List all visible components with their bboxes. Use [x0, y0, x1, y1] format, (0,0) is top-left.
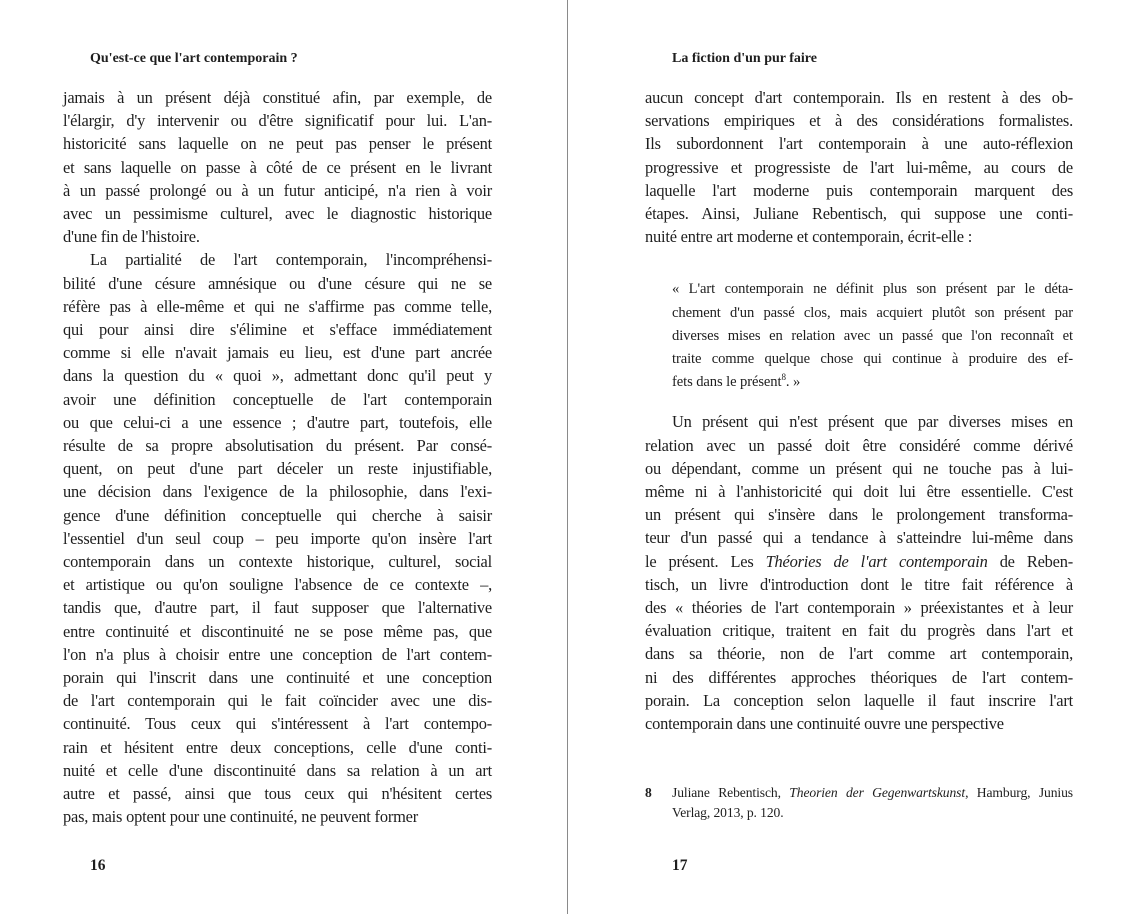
text-line: et artistique ou qu'on souligne l'absence de ce contexte –,: [63, 575, 492, 595]
text-line: laquelle l'art moderne puis contemporain marquent des: [645, 180, 1073, 200]
text-line: comme si elle n'avait jamais eu lieu, est d'une part ancrée: [63, 343, 492, 363]
text-line: contemporain dans un contexte historique, culturel, social: [63, 552, 492, 572]
text-line: nuité et celle d'une discontinuité dans sa relation à un art: [63, 760, 492, 780]
text-line: jamais à un présent déjà constitué afin, par exemple, de: [63, 88, 492, 107]
text-line: une décision dans l'exigence de la philosophie, dans l'exi-: [63, 482, 492, 502]
text-line: pas, mais optent pour une continuité, ne peuvent former: [63, 807, 418, 827]
paragraph: [672, 783, 1073, 823]
text-line: et sans laquelle on passe à côté de ce présent en le livrant: [63, 157, 492, 177]
text-line: porain qui l'inscrit dans une continuité et une conception: [63, 668, 492, 688]
text-line: à un passé prolongé ou à un futur anticipé, n'a rien à voir: [63, 180, 492, 200]
paragraph: [645, 410, 1073, 735]
text-line: tandis que, d'autre part, il faut supposer que l'alternative: [63, 598, 492, 618]
text-line: ni des différentes approches théoriques de l'art contem-: [645, 667, 1073, 687]
text-line: teur d'un passé qui a tendance à s'atteindre lui-même dans: [645, 528, 1073, 548]
text-line: avec un pessimisme culturel, avec le diagnostic historique: [63, 204, 492, 224]
running-head-left: Qu'est-ce que l'art contemporain ?: [90, 51, 298, 66]
text-line: l'essentiel d'un seul coup – peu importe qu'on insère l'art: [63, 528, 492, 548]
footnote-number: 8: [645, 785, 652, 800]
text-line: bilité d'une césure amnésique ou d'une césure qui ne se: [63, 273, 492, 293]
text-line: entre continuité et discontinuité ne se pose même pas, que: [63, 621, 492, 641]
text-line: fets dans le présent$^8$. »: [672, 372, 801, 391]
text-line: résulte de sa propre absolutisation du présent. Par consé-: [63, 436, 492, 456]
page-left: [0, 0, 567, 914]
text-line: relation avec un passé doit être considéré comme dérivé: [645, 435, 1073, 455]
text-line: traite comme quelque chose qui continue à produire des ef-: [672, 351, 1073, 368]
running-head-right: La fiction d'un pur faire: [672, 51, 817, 66]
text-line: réfère pas à elle-même et qui ne s'affirme pas comme telle,: [63, 296, 492, 316]
text-line: des « théories de l'art contemporain » préexistantes et à leur: [645, 598, 1073, 618]
paragraph: [63, 248, 492, 828]
text-line: l'élargir, d'y intervenir ou d'être significatif pour lui. L'an-: [63, 111, 492, 131]
right-page-body-text: [645, 86, 1073, 735]
text-line: dans la question du « quoi », admettant donc qu'il peut y: [63, 366, 492, 386]
text-line: le présent. Les Théories de l'art contemporain de Reben-: [645, 551, 1073, 571]
text-line: diverses mises en relation avec un passé que l'on reconnaît et: [672, 327, 1073, 344]
text-line: contemporain dans une continuité ouvre une perspective: [645, 714, 1004, 734]
text-line: ou que celui-ci a une essence ; d'autre part, toutefois, elle: [63, 412, 492, 432]
page-number-left: 16: [90, 857, 106, 874]
text-line: ou dépendant, comme un présent qui ne touche pas à lui-: [645, 458, 1073, 478]
text-line: avoir une définition conceptuelle de l'art contemporain: [63, 389, 492, 409]
text-line: Verlag, 2013, p. 120.: [672, 805, 784, 820]
text-line: dans sa théorie, non de l'art comme art contemporain,: [645, 644, 1073, 664]
text-line: nuité entre art moderne et contemporain, écrit-elle :: [645, 227, 973, 247]
text-line: rain et hésitent entre deux conceptions, celle d'une conti-: [63, 737, 492, 757]
text-line: Juliane Rebentisch, Theorien der Gegenwartskunst, Hamburg, Junius: [672, 785, 1073, 800]
page-number-right: 17: [672, 857, 688, 874]
page-right: [568, 0, 1135, 914]
text-line: étapes. Ainsi, Juliane Rebentisch, qui suppose une conti-: [645, 204, 1073, 224]
text-line: tisch, un livre d'introduction dont le titre fait référence à: [645, 574, 1073, 594]
text-line: qui pour ainsi dire s'élimine et s'efface immédiatement: [63, 320, 492, 340]
text-line: La partialité de l'art contemporain, l'incompréhensi-: [90, 250, 492, 270]
text-line: historicité sans laquelle on ne peut pas penser le présent: [63, 134, 492, 154]
text-line: même ni à l'anhistoricité qui doit lui être essentielle. C'est: [645, 482, 1073, 502]
text-line: continuité. Tous ceux qui s'intéressent à l'art contempo-: [63, 714, 492, 734]
paragraph: [63, 86, 492, 248]
text-line: d'une fin de l'histoire.: [63, 227, 200, 247]
text-line: « L'art contemporain ne définit plus son présent par le déta-: [672, 281, 1073, 298]
left-page-body-text: [63, 86, 492, 829]
text-line: progressive et progressiste de l'art lui-même, au cours de: [645, 157, 1073, 177]
text-line: un présent qui s'insère dans le prolongement transforma-: [645, 505, 1073, 525]
text-line: Ils subordonnent l'art contemporain à une auto-réflexion: [645, 134, 1073, 154]
text-line: aucun concept d'art contemporain. Ils en restent à des ob-: [645, 88, 1073, 107]
text-line: évaluation critique, traitent en fait du progrès dans l'art et: [645, 621, 1073, 641]
footnote: [645, 783, 1073, 823]
text-line: gence d'une définition conceptuelle qui cherche à saisir: [63, 505, 492, 525]
paragraph: [645, 86, 1073, 248]
text-line: de l'art contemporain qui le fait coïncider avec une dis-: [63, 691, 492, 711]
text-line: porain. La conception selon laquelle il faut inscrire l'art: [645, 690, 1073, 710]
text-line: quent, on peut d'une part déceler un reste injustifiable,: [63, 459, 492, 479]
text-line: autre et passé, ainsi que tous ceux qui n'hésitent certes: [63, 784, 492, 804]
text-line: servations empiriques et à des considérations formalistes.: [645, 111, 1073, 131]
text-line: Un présent qui n'est présent que par diverses mises en: [672, 412, 1073, 432]
footnote-text: [672, 783, 1073, 823]
text-line: chement d'un passé clos, mais acquiert plutôt son présent par: [672, 304, 1073, 321]
block-quote: [672, 278, 1073, 394]
text-line: l'on n'a plus à choisir entre une conception de l'art contem-: [63, 644, 492, 664]
